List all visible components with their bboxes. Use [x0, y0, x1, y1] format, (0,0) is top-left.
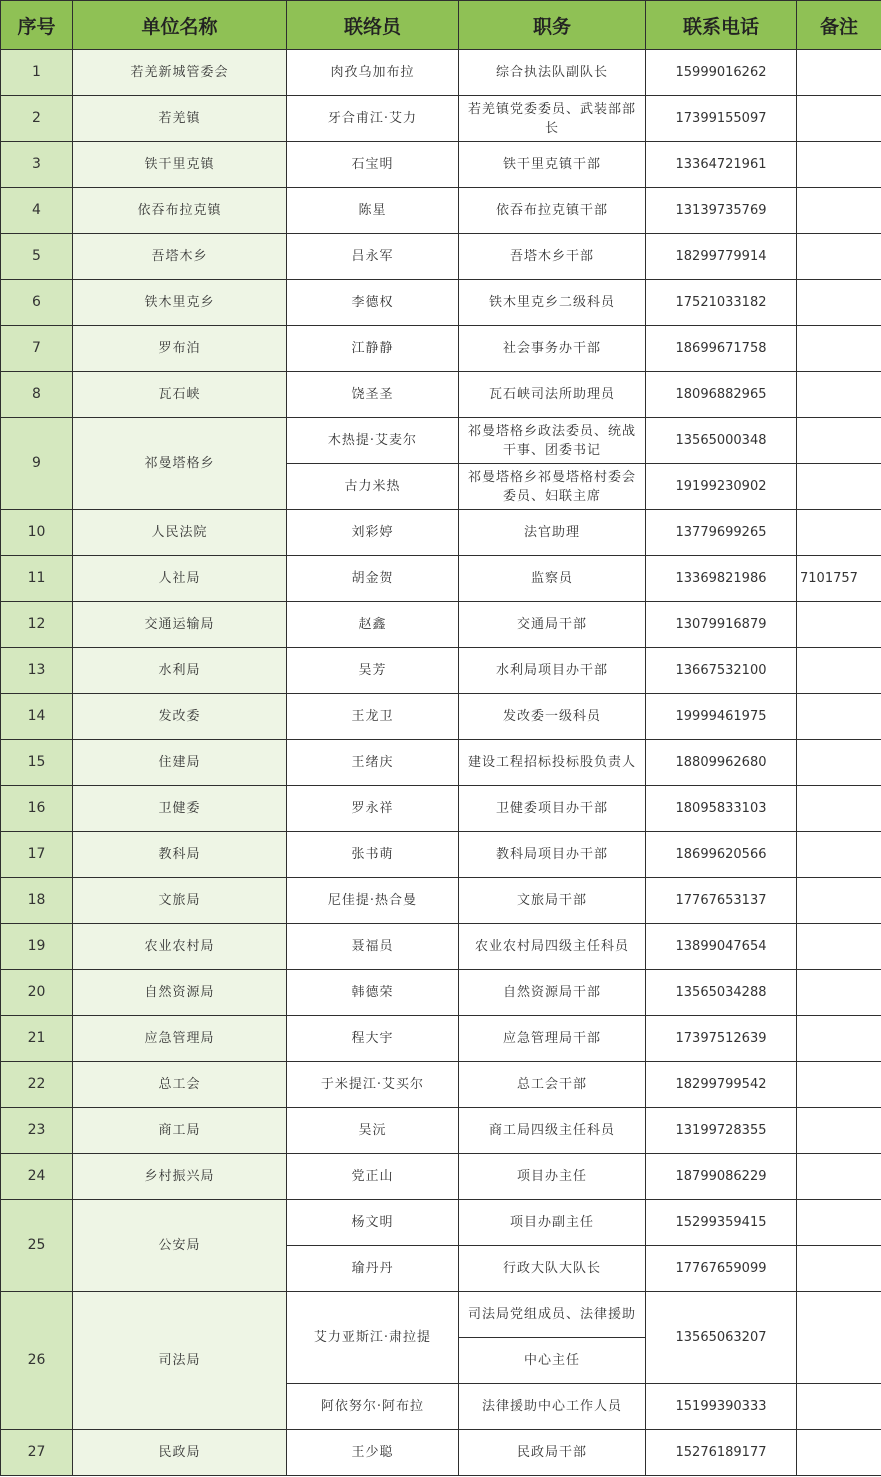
row-note: [797, 878, 881, 924]
row-phone: 17767659099: [646, 1246, 797, 1292]
row-phone: 18096882965: [646, 372, 797, 418]
row-contact-name: 赵鑫: [287, 602, 459, 648]
row-note: [797, 188, 881, 234]
table-row: [1, 510, 881, 556]
row-phone: 18699671758: [646, 326, 797, 372]
row-unit: 祁曼塔格乡: [73, 418, 287, 510]
row-seq: 6: [1, 280, 73, 326]
row-contact-name: 张书萌: [287, 832, 459, 878]
row-unit: 瓦石峡: [73, 372, 287, 418]
row-note: [797, 694, 881, 740]
table-row: [1, 924, 881, 970]
row-unit: 罗布泊: [73, 326, 287, 372]
row-position: 法律援助中心工作人员: [459, 1384, 646, 1430]
header-row: [1, 1, 881, 50]
row-contact-name: 聂福员: [287, 924, 459, 970]
row-position: 项目办主任: [459, 1154, 646, 1200]
row-note: [797, 96, 881, 142]
row-note: [797, 234, 881, 280]
row-position: 水利局项目办干部: [459, 648, 646, 694]
row-position: 商工局四级主任科员: [459, 1108, 646, 1154]
row-position: 民政局干部: [459, 1430, 646, 1476]
row-position: 行政大队大队长: [459, 1246, 646, 1292]
row-seq: 10: [1, 510, 73, 556]
row-unit: 依吞布拉克镇: [73, 188, 287, 234]
row-position: 发改委一级科员: [459, 694, 646, 740]
row-contact-name: 饶圣圣: [287, 372, 459, 418]
row-phone: 15199390333: [646, 1384, 797, 1430]
row-position: 项目办副主任: [459, 1200, 646, 1246]
row-seq: 5: [1, 234, 73, 280]
row-contact-name: 王少聪: [287, 1430, 459, 1476]
table-row: [1, 694, 881, 740]
row-phone: 19199230902: [646, 464, 797, 510]
row-contact-name: 胡金贺: [287, 556, 459, 602]
row-unit: 自然资源局: [73, 970, 287, 1016]
row-seq: 2: [1, 96, 73, 142]
row-phone: 13899047654: [646, 924, 797, 970]
row-position: 中心主任: [459, 1338, 646, 1384]
row-position: 总工会干部: [459, 1062, 646, 1108]
row-seq: 21: [1, 1016, 73, 1062]
table-row: [1, 326, 881, 372]
row-contact-name: 肉孜乌加布拉: [287, 50, 459, 96]
row-unit: 教科局: [73, 832, 287, 878]
table-row: [1, 280, 881, 326]
row-contact-name: 杨文明: [287, 1200, 459, 1246]
row-phone: 19999461975: [646, 694, 797, 740]
table-row: [1, 50, 881, 96]
table-row: [1, 556, 881, 602]
table-row: [1, 1154, 881, 1200]
row-seq: 1: [1, 50, 73, 96]
row-contact-name: 王绪庆: [287, 740, 459, 786]
table-row: [1, 970, 881, 1016]
row-unit: 住建局: [73, 740, 287, 786]
row-phone: 13565063207: [646, 1292, 797, 1384]
header-unit: 单位名称: [73, 1, 287, 50]
row-unit: 商工局: [73, 1108, 287, 1154]
table-row: [1, 372, 881, 418]
table-row: [1, 234, 881, 280]
table-row: [1, 878, 881, 924]
row-unit: 司法局: [73, 1292, 287, 1430]
row-contact-name: 江静静: [287, 326, 459, 372]
row-seq: 18: [1, 878, 73, 924]
table-row: [1, 648, 881, 694]
row-phone: 13667532100: [646, 648, 797, 694]
row-seq: 13: [1, 648, 73, 694]
row-position: 司法局党组成员、法律援助: [459, 1292, 646, 1338]
row-note: [797, 602, 881, 648]
table-row: [1, 832, 881, 878]
header-seq: 序号: [1, 1, 73, 50]
row-seq: 17: [1, 832, 73, 878]
table-body: [1, 50, 881, 1476]
row-seq: 8: [1, 372, 73, 418]
table-row: [1, 96, 881, 142]
row-unit: 发改委: [73, 694, 287, 740]
row-phone: 18095833103: [646, 786, 797, 832]
row-note: [797, 1062, 881, 1108]
row-phone: 13779699265: [646, 510, 797, 556]
row-position: 农业农村局四级主任科员: [459, 924, 646, 970]
row-position: 教科局项目办干部: [459, 832, 646, 878]
row-seq: 20: [1, 970, 73, 1016]
row-position: 若羌镇党委委员、武装部部长: [459, 96, 646, 142]
row-contact-name: 王龙卫: [287, 694, 459, 740]
table-row: [1, 602, 881, 648]
row-contact-name: 吴芳: [287, 648, 459, 694]
row-position: 卫健委项目办干部: [459, 786, 646, 832]
row-contact-name: 牙合甫江·艾力: [287, 96, 459, 142]
row-unit: 应急管理局: [73, 1016, 287, 1062]
row-position: 交通局干部: [459, 602, 646, 648]
row-note: [797, 510, 881, 556]
header-position: 职务: [459, 1, 646, 50]
table-row: [1, 418, 881, 464]
row-phone: 15276189177: [646, 1430, 797, 1476]
row-unit: 总工会: [73, 1062, 287, 1108]
row-position: 建设工程招标投标股负责人: [459, 740, 646, 786]
row-phone: 18799086229: [646, 1154, 797, 1200]
header-contact: 联络员: [287, 1, 459, 50]
row-position: 社会事务办干部: [459, 326, 646, 372]
row-position: 监察员: [459, 556, 646, 602]
row-note: [797, 1292, 881, 1384]
row-contact-name: 程大宇: [287, 1016, 459, 1062]
row-seq: 9: [1, 418, 73, 510]
row-unit: 人社局: [73, 556, 287, 602]
row-contact-name: 于米提江·艾买尔: [287, 1062, 459, 1108]
row-unit: 文旅局: [73, 878, 287, 924]
row-contact-name: 刘彩婷: [287, 510, 459, 556]
row-note: [797, 1430, 881, 1476]
row-seq: 11: [1, 556, 73, 602]
row-unit: 交通运输局: [73, 602, 287, 648]
row-seq: 19: [1, 924, 73, 970]
row-phone: 17397512639: [646, 1016, 797, 1062]
row-unit: 铁干里克镇: [73, 142, 287, 188]
row-phone: 13369821986: [646, 556, 797, 602]
table-row: [1, 142, 881, 188]
header-note: 备注: [797, 1, 881, 50]
row-note: [797, 464, 881, 510]
row-phone: 15999016262: [646, 50, 797, 96]
row-seq: 27: [1, 1430, 73, 1476]
row-contact-name: 陈星: [287, 188, 459, 234]
row-seq: 25: [1, 1200, 73, 1292]
table-row: [1, 1292, 881, 1338]
row-phone: 18299799542: [646, 1062, 797, 1108]
row-seq: 23: [1, 1108, 73, 1154]
row-seq: 7: [1, 326, 73, 372]
row-unit: 若羌镇: [73, 96, 287, 142]
row-unit: 吾塔木乡: [73, 234, 287, 280]
row-phone: 17399155097: [646, 96, 797, 142]
row-position: 自然资源局干部: [459, 970, 646, 1016]
row-seq: 15: [1, 740, 73, 786]
row-seq: 24: [1, 1154, 73, 1200]
row-unit: 人民法院: [73, 510, 287, 556]
row-position: 祁曼塔格乡政法委员、统战干事、团委书记: [459, 418, 646, 464]
row-contact-name: 韩德荣: [287, 970, 459, 1016]
row-position: 应急管理局干部: [459, 1016, 646, 1062]
row-contact-name: 瑜丹丹: [287, 1246, 459, 1292]
row-contact-name: 吕永军: [287, 234, 459, 280]
row-note: [797, 1246, 881, 1292]
row-seq: 26: [1, 1292, 73, 1430]
row-position: 综合执法队副队长: [459, 50, 646, 96]
header-phone: 联系电话: [646, 1, 797, 50]
row-note: [797, 418, 881, 464]
row-contact-name: 阿依努尔·阿布拉: [287, 1384, 459, 1430]
table-row: [1, 1200, 881, 1246]
row-position: 吾塔木乡干部: [459, 234, 646, 280]
row-contact-name: 罗永祥: [287, 786, 459, 832]
table-row: [1, 188, 881, 234]
row-position: 文旅局干部: [459, 878, 646, 924]
row-note: [797, 1108, 881, 1154]
row-note: [797, 326, 881, 372]
row-unit: 民政局: [73, 1430, 287, 1476]
row-note: [797, 1200, 881, 1246]
row-contact-name: 艾力亚斯江·肃拉提: [287, 1292, 459, 1384]
table-row: [1, 1108, 881, 1154]
row-note: [797, 280, 881, 326]
row-seq: 14: [1, 694, 73, 740]
row-note: [797, 832, 881, 878]
row-phone: 13139735769: [646, 188, 797, 234]
row-unit: 水利局: [73, 648, 287, 694]
row-note: [797, 648, 881, 694]
row-unit: 卫健委: [73, 786, 287, 832]
row-phone: 15299359415: [646, 1200, 797, 1246]
row-note: [797, 142, 881, 188]
row-note: 7101757: [797, 556, 881, 602]
table-row: [1, 786, 881, 832]
row-note: [797, 1384, 881, 1430]
row-seq: 12: [1, 602, 73, 648]
row-contact-name: 尼佳提·热合曼: [287, 878, 459, 924]
row-contact-name: 党正山: [287, 1154, 459, 1200]
row-position: 法官助理: [459, 510, 646, 556]
row-phone: 13364721961: [646, 142, 797, 188]
row-phone: 18299779914: [646, 234, 797, 280]
row-contact-name: 李德权: [287, 280, 459, 326]
row-unit: 乡村振兴局: [73, 1154, 287, 1200]
row-phone: 13565034288: [646, 970, 797, 1016]
row-seq: 3: [1, 142, 73, 188]
row-position: 铁干里克镇干部: [459, 142, 646, 188]
row-phone: 13565000348: [646, 418, 797, 464]
row-contact-name: 石宝明: [287, 142, 459, 188]
row-note: [797, 970, 881, 1016]
row-unit: 若羌新城管委会: [73, 50, 287, 96]
row-note: [797, 1154, 881, 1200]
row-position: 铁木里克乡二级科员: [459, 280, 646, 326]
row-phone: 13079916879: [646, 602, 797, 648]
row-phone: 18809962680: [646, 740, 797, 786]
row-contact-name: 古力米热: [287, 464, 459, 510]
row-note: [797, 786, 881, 832]
row-note: [797, 740, 881, 786]
row-phone: 13199728355: [646, 1108, 797, 1154]
table-row: [1, 1430, 881, 1476]
row-note: [797, 924, 881, 970]
row-contact-name: 吴沅: [287, 1108, 459, 1154]
row-phone: 17767653137: [646, 878, 797, 924]
table-row: [1, 740, 881, 786]
row-seq: 22: [1, 1062, 73, 1108]
row-phone: 17521033182: [646, 280, 797, 326]
row-note: [797, 1016, 881, 1062]
row-note: [797, 372, 881, 418]
row-seq: 4: [1, 188, 73, 234]
row-phone: 18699620566: [646, 832, 797, 878]
row-position: 瓦石峡司法所助理员: [459, 372, 646, 418]
table-row: [1, 1016, 881, 1062]
row-seq: 16: [1, 786, 73, 832]
row-unit: 公安局: [73, 1200, 287, 1292]
row-position: 依吞布拉克镇干部: [459, 188, 646, 234]
row-unit: 铁木里克乡: [73, 280, 287, 326]
table-row: [1, 1062, 881, 1108]
row-unit: 农业农村局: [73, 924, 287, 970]
row-contact-name: 木热提·艾麦尔: [287, 418, 459, 464]
row-position: 祁曼塔格乡祁曼塔格村委会委员、妇联主席: [459, 464, 646, 510]
row-note: [797, 50, 881, 96]
